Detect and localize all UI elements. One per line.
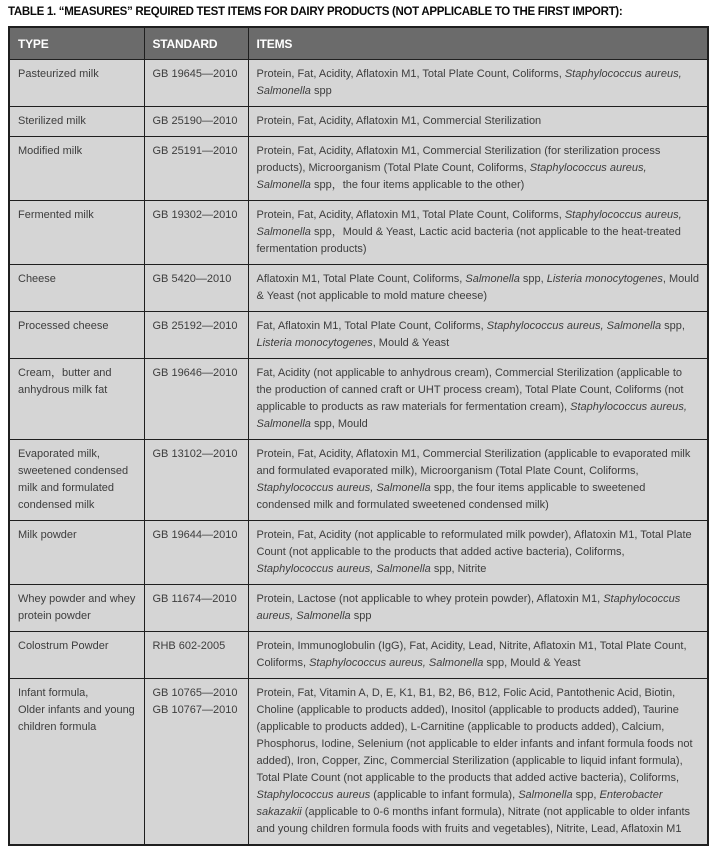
cell-standard [144,359,248,440]
items-text: spp, the four items applicable to sweetened condensed milk and formulated sweetened condensed milk) [256,482,646,511]
table-row [9,107,708,137]
cell-items [248,107,708,137]
cell-standard [144,585,248,632]
items-text: spp，Mould & Yeast, Lactic acid bacteria (not applicable to the heat-treated fermentation products) [256,226,681,255]
cell-standard [144,107,248,137]
items-text: Fat, Acidity (not applicable to anhydrous cream), Commercial Sterilization (applicable to the production of canned craft or UHT process cream), Total Plate Count, Coliforms (not applicable to products as raw materials for fermentation cream), [256,367,684,413]
type-line: Infant formula, [18,687,89,699]
items-text: , Mould & Yeast [372,337,450,349]
table-row [9,201,708,265]
cell-items [248,312,708,359]
cell-items [248,265,708,312]
cell-standard [144,679,248,846]
items-species-italic: Staphylococcus aureus, Salmonella [486,320,662,332]
column-header-standard: STANDARD [144,27,248,60]
items-text: spp, Mould & Yeast [483,657,581,669]
cell-items [248,521,708,585]
items-species-italic: Staphylococcus aureus, Salmonella [256,401,687,430]
items-text: spp, [661,320,685,332]
cell-standard [144,201,248,265]
standard-line: GB 25190—2010 [152,115,238,127]
items-text: spp [310,85,332,97]
cell-items [248,137,708,201]
items-species-italic: Staphylococcus aureus, Salmonella [256,68,682,97]
table-title: TABLE 1. “MEASURES” REQUIRED TEST ITEMS FOR DAIRY PRODUCTS (NOT APPLICABLE TO THE FIRST IMPORT): [8,6,623,18]
cell-items [248,440,708,521]
cell-items [248,359,708,440]
items-species-italic: Salmonella [518,789,573,801]
items-text: spp, Mould [310,418,368,430]
items-species-italic: Listeria monocytogenes [256,337,373,349]
type-line: Cream，butter and anhydrous milk fat [18,367,112,396]
cell-items [248,585,708,632]
items-text: Protein, Immunoglobulin (IgG), Fat, Acidity, Lead, Nitrite, Aflatoxin M1, Total Plate Count, Coliforms, [256,640,687,669]
cell-items [248,60,708,107]
cell-standard [144,137,248,201]
standard-line: GB 19645—2010 [152,68,238,80]
cell-type [9,137,144,201]
cell-type [9,107,144,137]
items-species-italic: Staphylococcus aureus, Salmonella [256,593,681,622]
type-line: Milk powder [18,529,77,541]
cell-standard [144,632,248,679]
items-text: (applicable to 0-6 months infant formula), Nitrate (not applicable to older infants and young children formula foods with fruits and vegetables), Nitrite, Lead, Aflatoxin M1 [256,806,691,835]
items-species-italic: Staphylococcus aureus, Salmonella [256,563,431,575]
items-species-italic: Staphylococcus aureus, Salmonella [309,657,484,669]
standard-line: GB 10765—2010 [152,687,238,699]
cell-items [248,679,708,846]
table-row [9,137,708,201]
items-species-italic: Staphylococcus aureus, Salmonella [256,482,431,494]
table-row [9,585,708,632]
items-text: , Mould & Yeast (not applicable to mold mature cheese) [256,273,699,302]
items-text: Protein, Fat, Acidity, Aflatoxin M1, Commercial Sterilization (applicable to evaporated milk and formulated evaporated milk), Microorganism (Total Plate Count, Coliforms, [256,448,691,477]
items-text: Protein, Fat, Acidity, Aflatoxin M1, Commercial Sterilization (for sterilization process products), Microorganism (Total Plate Count, Coliforms, [256,145,661,174]
items-species-italic: Staphylococcus aureus, Salmonella [256,162,647,191]
items-text: Protein, Fat, Acidity, Aflatoxin M1, Total Plate Count, Coliforms, [256,68,565,80]
cell-type [9,359,144,440]
standard-line: GB 5420—2010 [152,273,232,285]
type-line: Processed cheese [18,320,109,332]
cell-standard [144,60,248,107]
type-line: Older infants and young children formula [18,704,135,733]
type-line: Fermented milk [18,209,94,221]
cell-standard [144,312,248,359]
items-species-italic: Salmonella [465,273,520,285]
items-text: spp，the four items applicable to the other) [310,179,525,191]
items-text: Protein, Lactose (not applicable to whey protein powder), Aflatoxin M1, [256,593,604,605]
table-row [9,359,708,440]
cell-standard [144,440,248,521]
cell-type [9,521,144,585]
table-body [9,60,708,846]
table-row [9,265,708,312]
items-species-italic: Enterobacter sakazakii [256,789,663,818]
type-line: Pasteurized milk [18,68,99,80]
standard-line: GB 19302—2010 [152,209,238,221]
table-row [9,632,708,679]
cell-type [9,585,144,632]
items-species-italic: Staphylococcus aureus, Salmonella [256,209,682,238]
items-species-italic: Staphylococcus aureus [256,789,371,801]
cell-type [9,60,144,107]
cell-type [9,265,144,312]
table-row [9,440,708,521]
cell-type [9,440,144,521]
items-species-italic: Listeria monocytogenes [546,273,663,285]
table-row [9,521,708,585]
cell-standard [144,521,248,585]
items-text: Aflatoxin M1, Total Plate Count, Coliforms, [256,273,466,285]
items-text: Protein, Fat, Acidity, Aflatoxin M1, Total Plate Count, Coliforms, [256,209,565,221]
type-line: Evaporated milk, sweetened condensed milk and formulated condensed milk [18,448,129,511]
items-text: spp, [519,273,547,285]
column-header-type: TYPE [9,27,144,60]
items-text: spp, [572,789,600,801]
table-header [9,27,708,60]
header-row [9,27,708,60]
cell-type [9,201,144,265]
standard-line: GB 13102—2010 [152,448,238,460]
type-line: Sterilized milk [18,115,86,127]
standard-line: GB 19644—2010 [152,529,238,541]
table-row [9,60,708,107]
table-row [9,312,708,359]
cell-type [9,632,144,679]
cell-type [9,312,144,359]
type-line: Colostrum Powder [18,640,109,652]
column-header-items: ITEMS [248,27,708,60]
table-row [9,679,708,846]
items-text: Fat, Aflatoxin M1, Total Plate Count, Coliforms, [256,320,487,332]
standard-line: GB 11674—2010 [152,593,237,605]
cell-items [248,201,708,265]
standard-line: GB 25192—2010 [152,320,238,332]
cell-items [248,632,708,679]
measures-table [8,26,709,846]
items-text: Protein, Fat, Acidity, Aflatoxin M1, Commercial Sterilization [256,115,542,127]
standard-line: GB 25191—2010 [152,145,238,157]
items-text: spp [350,610,372,622]
type-line: Whey powder and whey protein powder [18,593,136,622]
items-text: (applicable to infant formula), [370,789,519,801]
items-text: spp, Nitrite [430,563,487,575]
items-text: Protein, Fat, Vitamin A, D, E, K1, B1, B2, B6, B12, Folic Acid, Pantothenic Acid, Biotin, Choline (applicable to products added), Inositol (applicable to products added), Taurine (applicable to products added), L-Carnitine (applicable to products added), Calcium, Phosphorus, Iodine, Selenium (not applicable to elder infants and infant formula foods not added), Iron, Copper, Zinc, Commercial Sterilization (applicable to liquid infant formula), Total Plate Count (not applicable to the products that added active bacteria), Coliforms, [256,687,693,784]
cell-standard [144,265,248,312]
type-line: Modified milk [18,145,83,157]
standard-line: GB 19646—2010 [152,367,238,379]
items-text: Protein, Fat, Acidity (not applicable to reformulated milk powder), Aflatoxin M1, Total Plate Count (not applicable to the products that added active bacteria), Coliforms, [256,529,692,558]
type-line: Cheese [18,273,56,285]
standard-line: RHB 602-2005 [152,640,226,652]
cell-type [9,679,144,846]
standard-line: GB 10767—2010 [152,704,238,716]
